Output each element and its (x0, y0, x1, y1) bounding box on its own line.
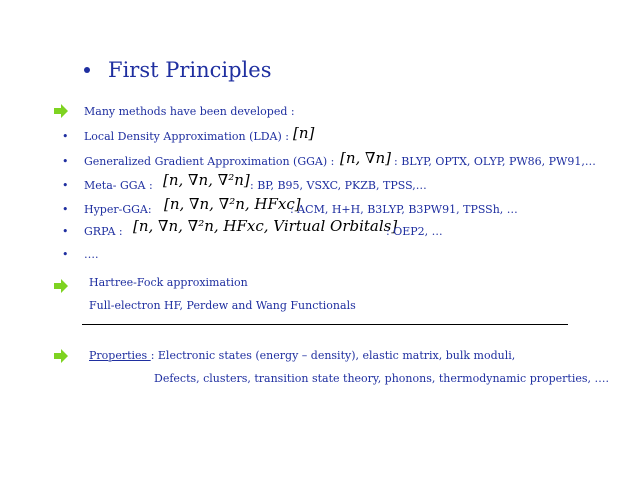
list-bullet: • (62, 179, 69, 192)
hf-line1: Hartree-Fock approximation (89, 276, 248, 289)
method-lda-formula: [n] (293, 124, 315, 142)
method-lda-label: Local Density Approximation (LDA) : (84, 130, 289, 143)
method-hypergga-tail: : ACM, H+H, B3LYP, B3PW91, TPSSh, … (290, 203, 518, 216)
intro-text: Many methods have been developed : (84, 105, 295, 118)
method-grpa-tail: : OEP2, … (386, 225, 443, 238)
arrow-right-icon (54, 104, 68, 118)
list-bullet: • (62, 248, 69, 261)
method-grpa-formula: [n, ∇n, ∇²n, HFxc, Virtual Orbitals] (133, 217, 398, 235)
section-divider (82, 324, 568, 325)
title-bullet-icon (84, 67, 90, 73)
method-hypergga-label: Hyper-GGA: (84, 203, 152, 216)
properties-label: Properties (89, 349, 151, 362)
arrow-right-icon (54, 349, 68, 363)
properties-line2: Defects, clusters, transition state theory, phonons, thermodynamic properties, …. (154, 372, 610, 385)
arrow-right-icon (54, 279, 68, 293)
list-bullet: • (62, 203, 69, 216)
method-gga-tail: : BLYP, OPTX, OLYP, PW86, PW91,… (394, 155, 596, 168)
method-grpa-label: GRPA : (84, 225, 123, 238)
method-metagga-label: Meta- GGA : (84, 179, 153, 192)
properties-line1 (89, 349, 515, 362)
method-hypergga-formula: [n, ∇n, ∇²n, HFxc] (164, 195, 301, 213)
list-bullet: • (62, 130, 69, 143)
method-gga-label: Generalized Gradient Approximation (GGA) : (84, 155, 335, 168)
slide-title (84, 58, 271, 82)
properties-text1: Electronic states (energy – density), elastic matrix, bulk moduli, (154, 349, 516, 362)
method-gga-formula: [n, ∇n] (340, 149, 392, 167)
list-bullet: • (62, 225, 69, 238)
hf-line2: Full-electron HF, Perdew and Wang Functionals (89, 299, 356, 312)
method-ellipsis: …. (84, 248, 99, 261)
list-bullet: • (62, 155, 69, 168)
properties-colon: : (150, 349, 155, 362)
slide-title-text: First Principles (108, 58, 272, 82)
method-metagga-formula: [n, ∇n, ∇²n] (163, 171, 250, 189)
method-metagga-tail: : BP, B95, VSXC, PKZB, TPSS,… (250, 179, 427, 192)
